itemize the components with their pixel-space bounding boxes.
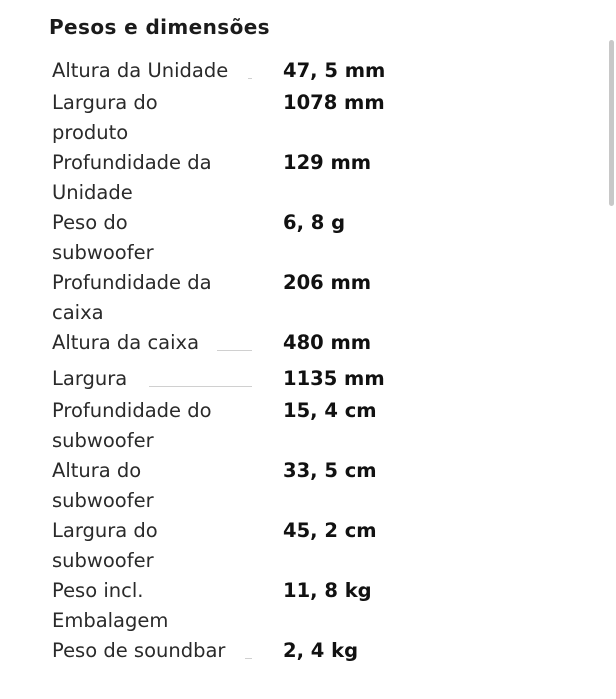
spec-row-box-depth [52,268,572,328]
spec-row-width [52,364,572,396]
spec-value: 2, 4 kg [283,639,359,662]
spec-value: 33, 5 cm [283,459,377,482]
leader-line [217,350,252,351]
spec-value: 15, 4 cm [283,399,377,422]
spec-label: Largura do produto [52,91,158,144]
spec-value: 6, 8 g [283,211,346,234]
scrollbar-thumb[interactable] [609,40,614,206]
spec-row-unit-height [52,56,572,88]
spec-row-packaged-weight [52,576,572,636]
spec-value: 1078 mm [283,91,385,114]
spec-label: Profundidade do subwoofer [52,399,212,452]
spec-row-soundbar-weight [52,636,572,668]
spec-row-subwoofer-weight [52,208,572,268]
leader-line [149,386,252,387]
spec-row-unit-depth [52,148,572,208]
spec-row-box-height [52,328,572,364]
spec-label: Altura do subwoofer [52,459,154,512]
spec-label: Altura da Unidade [52,59,229,82]
spec-label: Peso do subwoofer [52,211,154,264]
spec-label: Peso incl. Embalagem [52,579,169,632]
spec-row-subwoofer-width [52,516,572,576]
spec-label: Largura do subwoofer [52,519,158,572]
spec-value: 206 mm [283,271,372,294]
spec-row-product-width [52,88,572,148]
spec-list [52,56,572,668]
spec-value: 1135 mm [283,367,385,390]
spec-row-subwoofer-height [52,456,572,516]
spec-label: Profundidade da caixa [52,271,212,324]
spec-label: Largura [52,367,128,390]
leader-line [245,658,252,659]
spec-row-subwoofer-depth [52,396,572,456]
section-title: Pesos e dimensões [49,15,270,39]
spec-label: Altura da caixa [52,331,200,354]
leader-line [248,78,252,79]
spec-value: 129 mm [283,151,372,174]
spec-value: 11, 8 kg [283,579,372,602]
spec-value: 47, 5 mm [283,59,386,82]
spec-value: 480 mm [283,331,372,354]
spec-label: Peso de soundbar [52,639,226,662]
spec-value: 45, 2 cm [283,519,377,542]
spec-label: Profundidade da Unidade [52,151,212,204]
